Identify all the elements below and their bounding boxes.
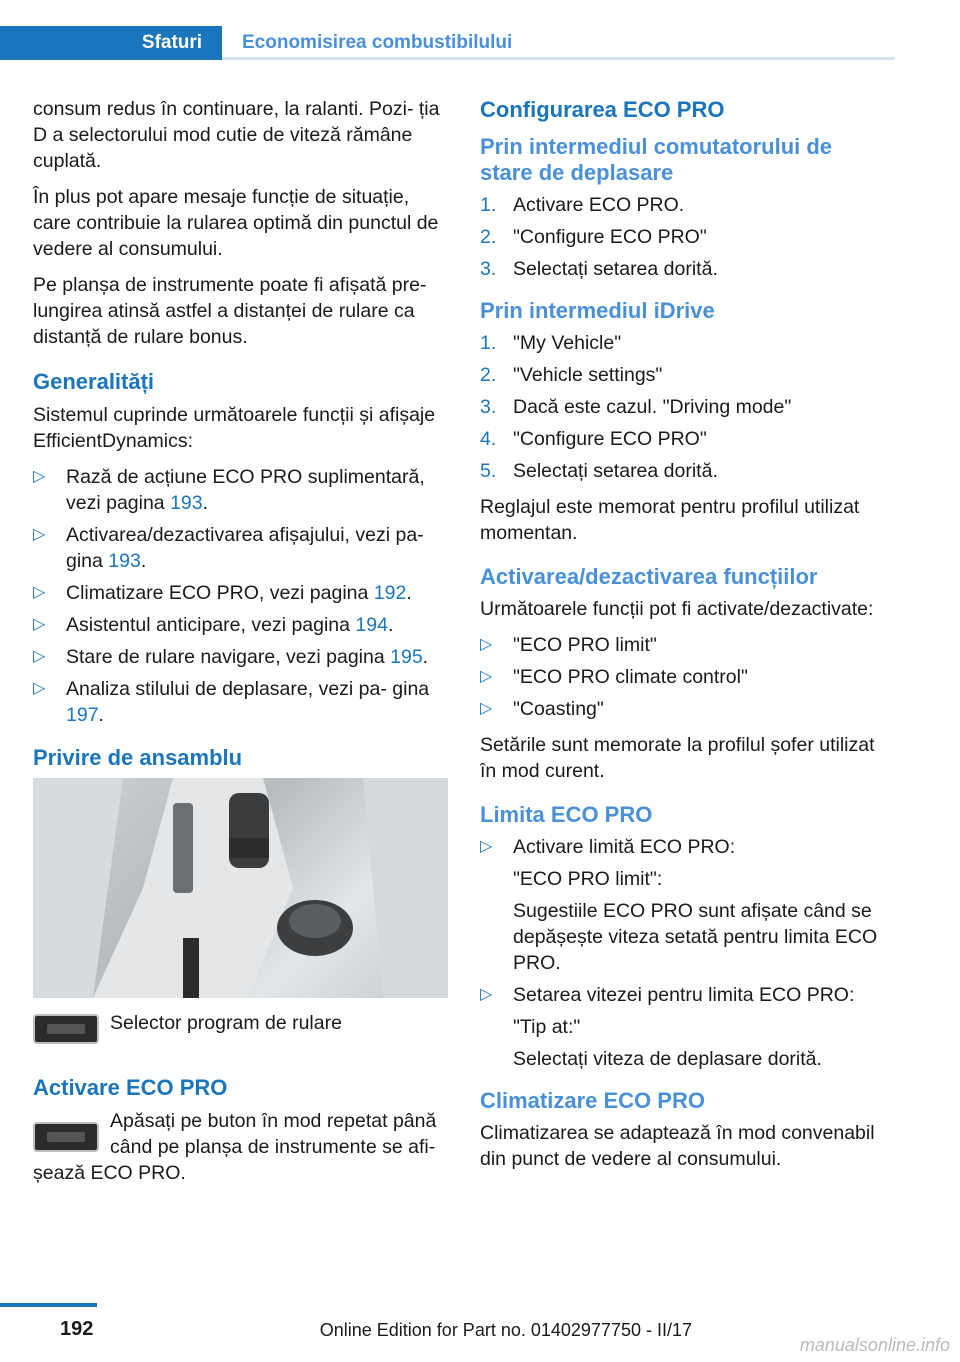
step: 3. Dacă este cazul. "Driving mode" <box>480 396 792 418</box>
step: 1. Activare ECO PRO. <box>480 194 685 216</box>
subheading-functions: Activarea/dezactivarea funcțiilor <box>480 564 818 589</box>
subheading-switch: Prin intermediul comutatorului de stare de deplasare <box>480 134 833 185</box>
paragraph: Următoarele funcții pot fi activate/dezactivate: <box>480 598 874 620</box>
limit-list <box>480 834 890 1072</box>
section-heading-overview: Privire de ansamblu <box>33 745 243 770</box>
section-heading-config: Configurarea ECO PRO <box>480 97 725 122</box>
triangle-bullet-icon: ▷ <box>33 526 46 543</box>
driving-mode-switch-icon <box>33 1122 99 1152</box>
paragraph: Climatizarea se adaptează în mod convenabil din punct de vedere al consumului. <box>480 1122 875 1170</box>
header-bar <box>0 26 895 60</box>
triangle-bullet-icon: ▷ <box>480 986 493 1003</box>
list-item: ▷ Activarea/dezactivarea afișajului, vezi pa‐ gina 193. <box>33 524 424 572</box>
list-item: ▷ Activare limită ECO PRO: "ECO PRO limit": Sugestiile ECO PRO sunt afișate când se depășește viteza setată pentru limita ECO PRO. <box>480 836 878 974</box>
page-link[interactable]: 193 <box>170 492 203 514</box>
list-item: ▷ Analiza stilului de deplasare, vezi pa‐ gina 197. <box>33 678 430 726</box>
list-item: ▷ Asistentul anticipare, vezi pagina 194. <box>33 614 394 636</box>
list-item: ▷ Climatizare ECO PRO, vezi pagina 192. <box>33 582 412 604</box>
list-item: ▷ Setarea vitezei pentru limita ECO PRO: "Tip at:" Selectați viteza de deplasare dorită. <box>480 984 855 1070</box>
step: 1. "My Vehicle" <box>480 332 622 354</box>
page-link[interactable]: 193 <box>108 550 141 572</box>
page-link[interactable]: 197 <box>66 704 99 726</box>
footer-accent <box>0 1303 97 1307</box>
gear-selector-photo <box>33 778 448 998</box>
triangle-bullet-icon: ▷ <box>33 584 46 601</box>
triangle-bullet-icon: ▷ <box>480 700 493 717</box>
triangle-bullet-icon: ▷ <box>33 648 46 665</box>
triangle-bullet-icon: ▷ <box>33 468 46 485</box>
paragraph: consum redus în continuare, la ralanti. Pozi‐ ția D a selectorului mod cutie de viteză rămâne cuplată. <box>33 98 440 172</box>
step: 2. "Vehicle settings" <box>480 364 663 386</box>
subheading-limit: Limita ECO PRO <box>480 802 653 827</box>
subheading-idrive: Prin intermediul iDrive <box>480 298 715 323</box>
paragraph: Pe planșa de instrumente poate fi afișată pre‐ lungirea atinsă astfel a distanței de rulare ca distanță de rulare bonus. <box>33 274 427 348</box>
edition-note: Online Edition for Part no. 01402977750 - II/17 <box>319 1320 692 1340</box>
chapter-title[interactable]: Economisirea combustibilului <box>222 26 895 60</box>
activate-block <box>33 1108 448 1186</box>
list-item: ▷ "ECO PRO climate control" <box>480 666 748 688</box>
step: 2. "Configure ECO PRO" <box>480 226 707 248</box>
section-heading-general: Generalități <box>33 369 155 394</box>
paragraph: Reglajul este memorat pentru profilul utilizat momentan. <box>480 496 860 544</box>
header-accent <box>0 26 122 60</box>
paragraph: În plus pot apare mesaje funcție de situație, care contribuie la rularea optimă din punctul de vedere al consumului. <box>33 186 439 260</box>
page-link[interactable]: 192 <box>373 582 407 604</box>
right-column <box>480 96 890 1182</box>
selector-caption: Selector program de rulare <box>110 1012 342 1034</box>
selector-row <box>33 1010 448 1044</box>
triangle-bullet-icon: ▷ <box>33 680 46 697</box>
list-item: ▷ "ECO PRO limit" <box>480 634 657 656</box>
list-item: ▷ Rază de acțiune ECO PRO suplimentară, vezi pagina 193. <box>33 466 425 514</box>
step: 3. Selectați setarea dorită. <box>480 258 718 280</box>
triangle-bullet-icon: ▷ <box>480 636 493 653</box>
functions-list <box>480 632 890 722</box>
left-column <box>33 96 448 1196</box>
page-link[interactable]: 194 <box>355 614 388 636</box>
function-list <box>33 464 448 728</box>
page-link[interactable]: 195 <box>390 646 423 668</box>
list-item: ▷ "Coasting" <box>480 698 604 720</box>
triangle-bullet-icon: ▷ <box>480 838 493 855</box>
page-number: 192 <box>60 1318 94 1340</box>
step: 5. Selectați setarea dorită. <box>480 460 718 482</box>
paragraph: Apăsați pe buton în mod repetat până când pe planșa de instrumente se afi‐ șează ECO PRO. <box>33 1110 437 1184</box>
paragraph: Setările sunt memorate la profilul șofer utilizat în mod curent. <box>480 734 875 782</box>
switch-steps <box>480 192 890 282</box>
idrive-steps <box>480 330 890 484</box>
driving-mode-switch-icon <box>33 1014 99 1044</box>
subheading-climate: Climatizare ECO PRO <box>480 1088 705 1113</box>
watermark: manualsonline.info <box>799 1335 950 1355</box>
list-item: ▷ Stare de rulare navigare, vezi pagina 195. <box>33 646 429 668</box>
triangle-bullet-icon: ▷ <box>480 668 493 685</box>
triangle-bullet-icon: ▷ <box>33 616 46 633</box>
section-heading-activate: Activare ECO PRO <box>33 1075 228 1100</box>
paragraph: Sistemul cuprinde următoarele funcții și afișaje EfficientDynamics: <box>33 404 436 452</box>
section-tab[interactable]: Sfaturi <box>122 26 222 60</box>
step: 4. "Configure ECO PRO" <box>480 428 707 450</box>
